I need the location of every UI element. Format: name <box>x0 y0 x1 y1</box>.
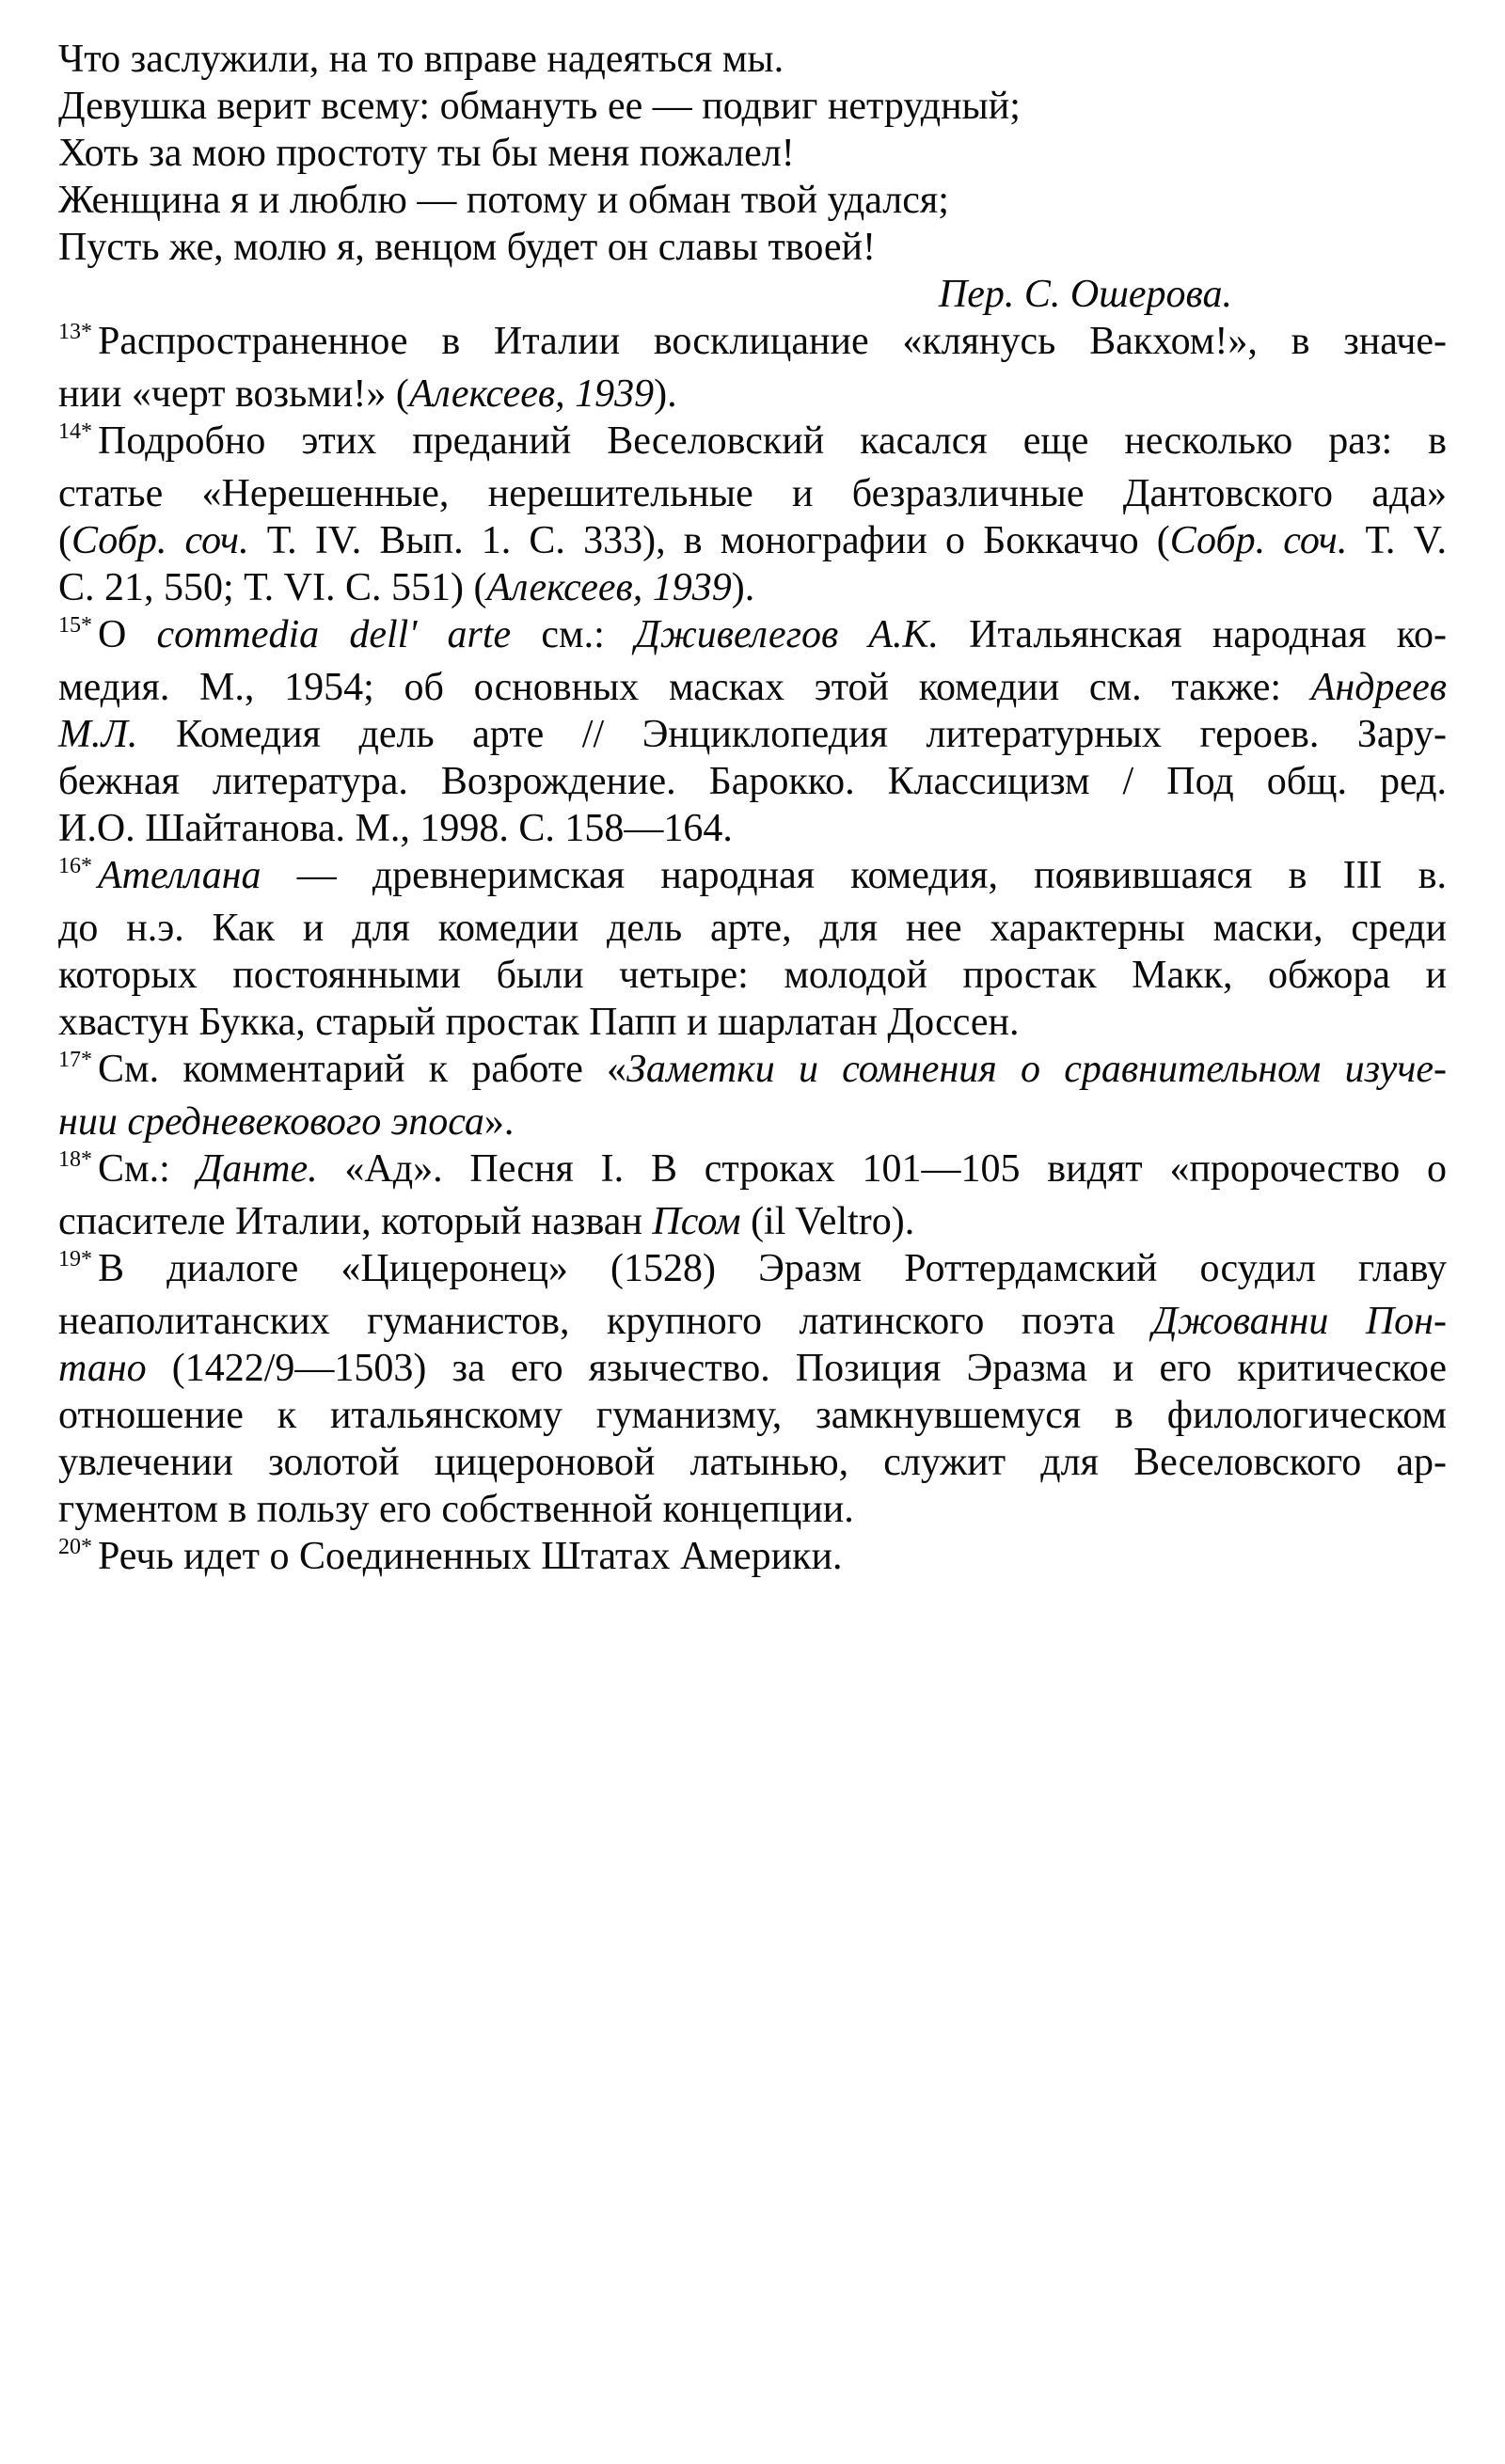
footnote-line: бежная литература. Возрождение. Барокко. Классицизм / Под общ. ред. <box>58 760 1447 803</box>
footnote-number: 20* <box>58 1535 92 1559</box>
text: — древнеримская народная комедия, появившаяся в III в. <box>261 854 1447 897</box>
poem-line: Девушка верит всему: обмануть ее — подвиг нетрудный; <box>58 85 1021 128</box>
footnote-line <box>58 852 1447 905</box>
footnote-line: И.О. Шайтанова. М., 1998. С. 158—164. <box>58 807 733 850</box>
footnote-line <box>58 1533 1447 1586</box>
text: «Ад». Песня I. В строках 101—105 видят «пророчество о <box>317 1147 1448 1191</box>
footnote-line <box>58 318 1447 371</box>
citation: М.Л. <box>58 713 138 756</box>
text: медия. М., 1954; об основных масках этой комедии см. также: <box>58 666 1311 709</box>
citation: нии средневекового эпоса <box>58 1100 484 1144</box>
footnote-13 <box>58 318 1447 418</box>
poem-line: Хоть за мою простоту ты бы меня пожалел! <box>58 132 795 175</box>
citation: Андреев <box>1310 666 1447 709</box>
footnote-17 <box>58 1046 1447 1145</box>
poem-line: Пусть же, молю я, венцом будет он славы твоей! <box>58 226 876 269</box>
footnote-line: отношение к итальянскому гуманизму, замкнувшемуся в филологическом <box>58 1394 1447 1437</box>
footnote-line <box>58 1298 1447 1345</box>
citation: Алексеев, 1939 <box>408 372 655 416</box>
text: Т. IV. Вып. 1. С. 333), в монографии о Боккаччо ( <box>248 519 1170 562</box>
footnote-line <box>58 1345 1447 1392</box>
footnote-14 <box>58 418 1447 611</box>
footnote-line <box>58 1245 1447 1298</box>
citation: тано <box>58 1347 147 1390</box>
footnote-line <box>58 1046 1447 1098</box>
citation: Собр. соч. <box>71 519 249 562</box>
poem <box>58 36 1447 318</box>
citation: Джованни Пон- <box>1151 1300 1448 1343</box>
term: Ателлана <box>98 854 261 897</box>
footnote-15 <box>58 611 1447 852</box>
text: ). <box>654 372 677 416</box>
citation: Собр. соч. <box>1169 519 1348 562</box>
footnote-number: 19* <box>58 1247 92 1271</box>
footnote-line: хвастун Букка, старый простак Папп и шарлатан Доссен. <box>58 1001 1020 1044</box>
footnote-20 <box>58 1533 1447 1586</box>
footnote-line: которых постоянными были четыре: молодой простак Макк, обжора и <box>58 954 1447 997</box>
citation: commedia dell' arte <box>156 613 512 656</box>
text: С. 21, 550; Т. VI. С. 551) ( <box>58 566 487 609</box>
footnote-number: 15* <box>58 613 92 638</box>
text: Т. V. <box>1347 519 1448 562</box>
footnote-line <box>58 1098 1447 1145</box>
citation: Заметки и сомнения о сравнительном изуче- <box>626 1048 1447 1091</box>
text: См. комментарий к работе « <box>98 1048 627 1091</box>
translator-credit: Пер. С. Ошерова. <box>938 273 1232 316</box>
footnote-line <box>58 611 1447 664</box>
footnote-number: 17* <box>58 1048 92 1072</box>
footnote-line <box>58 564 1447 611</box>
footnote-number: 13* <box>58 320 92 344</box>
footnote-line <box>58 418 1447 470</box>
text: спасителе Италии, который назван <box>58 1200 653 1243</box>
footnote-number: 18* <box>58 1147 92 1172</box>
text: О <box>98 613 157 656</box>
text: (1422/9—1503) за его язычество. Позиция Эразма и его критическое <box>146 1347 1447 1390</box>
text: ». <box>483 1100 515 1144</box>
term: Псом <box>652 1200 741 1243</box>
poem-line: Женщина я и люблю — потому и обман твой удался; <box>58 179 949 222</box>
text: ). <box>731 566 755 609</box>
footnote-line: увлечении золотой цицероновой латынью, служит для Веселовского ар- <box>58 1441 1447 1484</box>
text: Распространенное в Италии восклицание «клянусь Вакхом!», в значе- <box>98 320 1447 363</box>
citation: Алексеев, 1939 <box>486 566 732 609</box>
text: нии «черт возьми!» ( <box>58 372 409 416</box>
citation: Дживелегов А.К. <box>634 613 939 656</box>
footnote-line: до н.э. Как и для комедии дель арте, для нее характерны маски, среди <box>58 907 1447 950</box>
footnote-line: статье «Нерешенные, нерешительные и безразличные Дантовского ада» <box>58 472 1447 515</box>
text: см.: <box>511 613 635 656</box>
text: Итальянская народная ко- <box>938 613 1448 656</box>
poem-line: Что заслужили, на то вправе надеяться мы. <box>58 38 784 81</box>
footnote-line <box>58 1198 1447 1245</box>
text: Речь идет о Соединенных Штатах Америки. <box>98 1535 843 1578</box>
footnote-line: гументом в пользу его собственной концепции. <box>58 1488 854 1531</box>
footnote-line <box>58 711 1447 758</box>
document-page <box>58 36 1447 1586</box>
text: (il Veltro). <box>740 1200 915 1243</box>
footnote-number: 16* <box>58 854 92 878</box>
footnote-number: 14* <box>58 419 92 444</box>
text: ( <box>58 519 71 562</box>
text: неаполитанских гуманистов, крупного латинского поэта <box>58 1300 1152 1343</box>
footnote-line <box>58 517 1447 564</box>
footnote-18 <box>58 1145 1447 1245</box>
footnote-16 <box>58 852 1447 1046</box>
text: В диалоге «Цицеронец» (1528) Эразм Роттердамский осудил главу <box>98 1247 1447 1290</box>
citation: Данте. <box>197 1147 318 1191</box>
text: См.: <box>98 1147 198 1191</box>
footnote-line <box>58 371 1447 418</box>
footnote-line <box>58 1145 1447 1198</box>
text: Подробно этих преданий Веселовский касался еще несколько раз: в <box>98 419 1447 463</box>
footnote-19 <box>58 1245 1447 1533</box>
text: Комедия дель арте // Энциклопедия литературных героев. Зару- <box>137 713 1447 756</box>
footnote-line <box>58 664 1447 711</box>
